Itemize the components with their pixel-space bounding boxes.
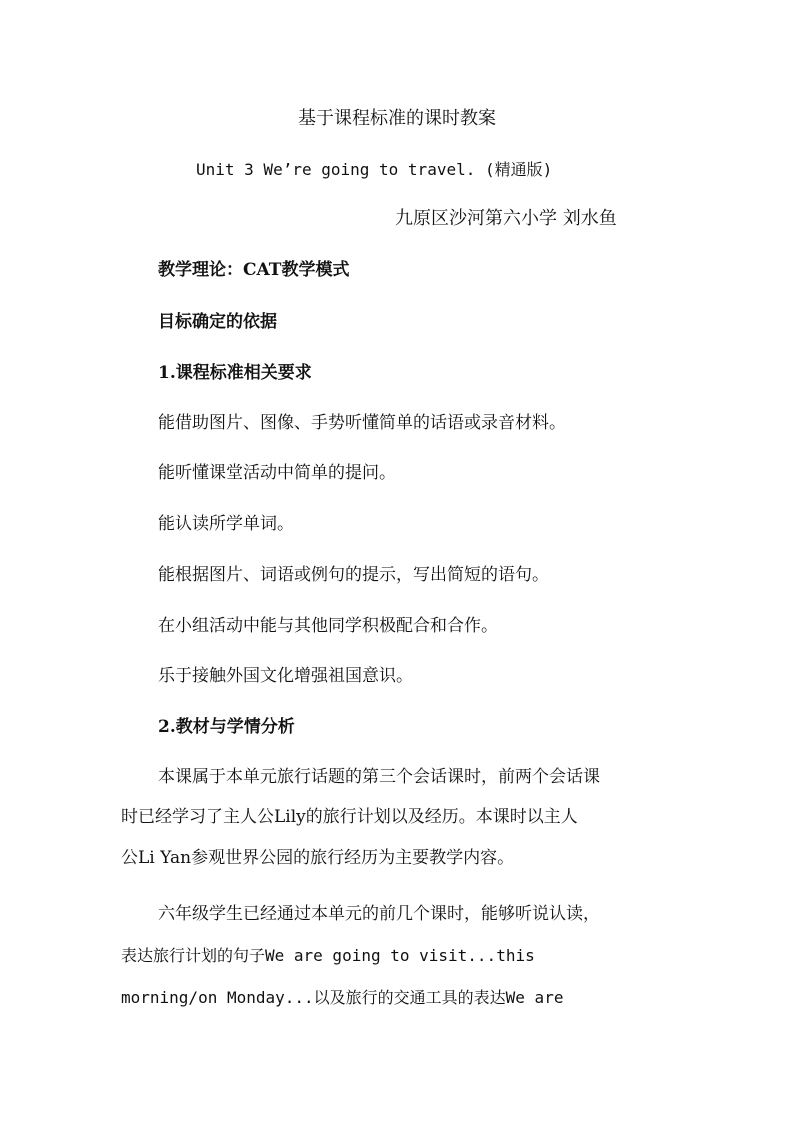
document-title: 基于课程标准的课时教案 [298, 108, 496, 129]
paragraph-line: morning/on Monday...以及旅行的交通工具的表达We are [121, 988, 564, 1007]
paragraph-line: 表达旅行计划的句子We are going to visit...this [121, 946, 535, 965]
section-heading: 目标确定的依据 [158, 312, 277, 332]
author-line: 九原区沙河第六小学 刘水鱼 [395, 208, 617, 229]
paragraph-line: 公Li Yan参观世界公园的旅行经历为主要教学内容。 [121, 848, 515, 868]
requirement-item: 在小组活动中能与其他同学积极配合和合作。 [158, 616, 498, 636]
subsection-heading-2: 2.教材与学情分析 [158, 717, 295, 737]
requirement-item: 能听懂课堂活动中简单的提问。 [158, 463, 396, 483]
requirement-item: 乐于接触外国文化增强祖国意识。 [158, 666, 413, 686]
subsection-heading-1: 1.课程标准相关要求 [158, 363, 312, 383]
requirement-item: 能借助图片、图像、手势听懂简单的话语或录音材料。 [158, 413, 566, 433]
paragraph-line: 六年级学生已经通过本单元的前几个课时，能够听说认读， [158, 904, 600, 924]
document-subtitle: Unit 3 We’re going to travel. (精通版) [196, 160, 553, 179]
requirement-item: 能根据图片、词语或例句的提示，写出简短的语句。 [158, 565, 549, 585]
theory-heading: 教学理论：CAT教学模式 [158, 260, 350, 280]
requirement-item: 能认读所学单词。 [158, 514, 294, 534]
paragraph-line: 时已经学习了主人公Lily的旅行计划以及经历。本课时以主人 [121, 807, 578, 827]
paragraph-line: 本课属于本单元旅行话题的第三个会话课时，前两个会话课 [158, 767, 600, 787]
